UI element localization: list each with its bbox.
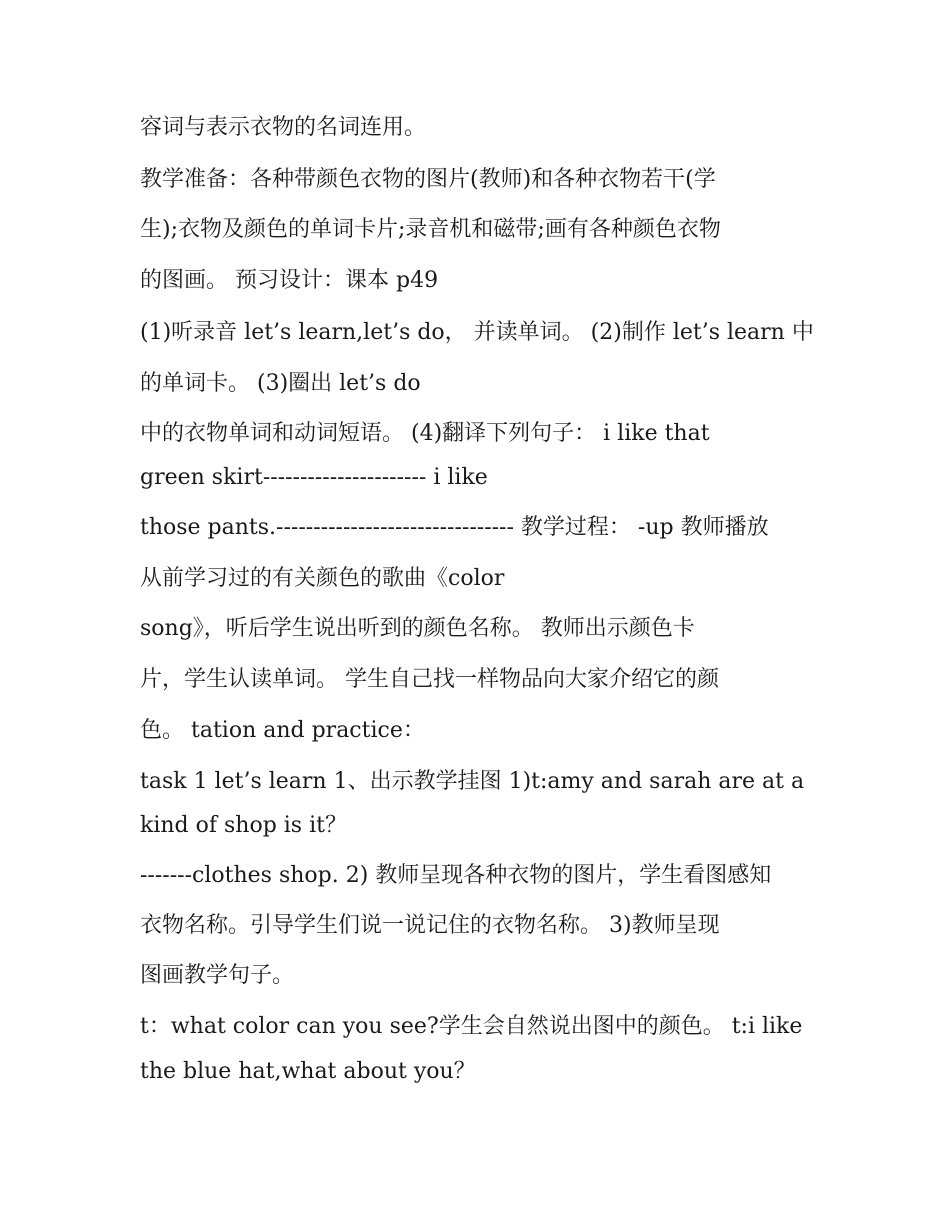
text-line: 从前学习过的有关颜色的歌曲《color [140,566,505,591]
text-line: t：what color can you see?学生会自然说出图中的颜色。 t:i like [140,1014,803,1039]
text-line: 衣物名称。引导学生们说一说记住的衣物名称。 3)教师呈现 [140,913,720,938]
text-line: -------clothes shop. 2) 教师呈现各种衣物的图片，学生看图感知 [140,863,772,888]
text-line: 的单词卡。 (3)圈出 let’s do [140,371,421,396]
text-line: 中的衣物单词和动词短语。 (4)翻译下列句子： i like that [140,421,710,446]
text-line: task 1 let’s learn 1、出示教学挂图 1)t:amy and sarah are at a [140,769,805,794]
text-line: those pants.-------------------------------- 教学过程： -up 教师播放 [140,515,769,540]
text-line: 图画教学句子。 [140,963,295,988]
text-line: 生);衣物及颜色的单词卡片;录音机和磁带;画有各种颜色衣物 [140,217,721,242]
text-line: the blue hat,what about you？ [140,1059,476,1084]
text-line: (1)听录音 let’s learn,let’s do， 并读单词。 (2)制作 let’s learn 中 [140,320,814,345]
text-line: 容词与表示衣物的名词连用。 [140,115,427,140]
text-line: 的图画。 预习设计：课本 p49 [140,268,439,293]
text-line: 色。 tation and practice： [140,718,425,743]
text-line: 教学准备：各种带颜色衣物的图片(教师)和各种衣物若干(学 [140,167,716,192]
text-line: green skirt---------------------- i like [140,465,488,490]
text-line: kind of shop is it？ [140,813,347,838]
text-line: 片，学生认读单词。 学生自己找一样物品向大家介绍它的颜 [140,667,719,692]
text-line: song》，听后学生说出听到的颜色名称。 教师出示颜色卡 [140,616,695,641]
